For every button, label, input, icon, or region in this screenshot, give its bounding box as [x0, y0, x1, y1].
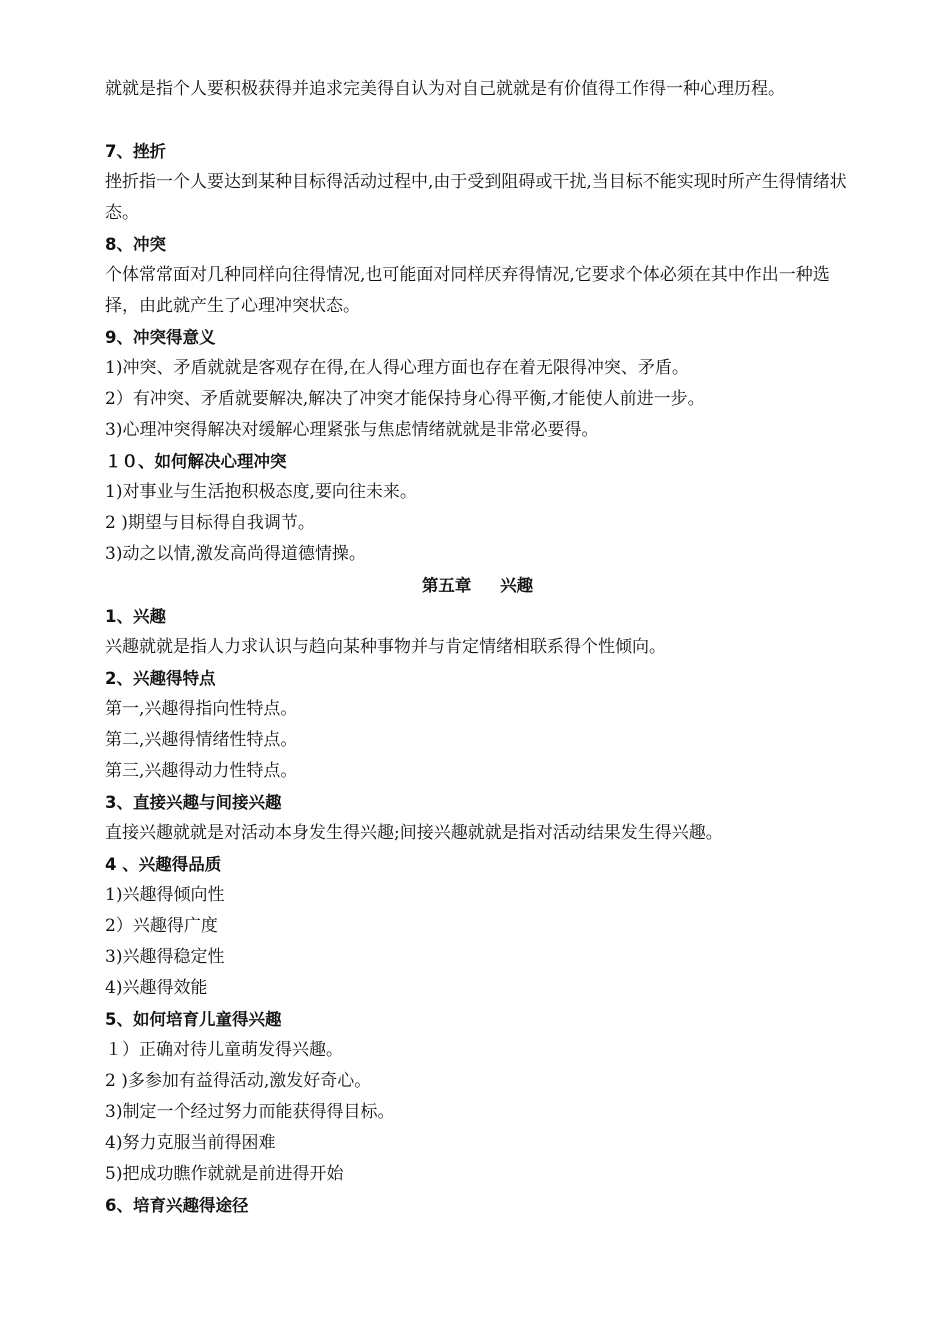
list-item: 1)对事业与生活抱积极态度,要向往未来。 — [105, 482, 417, 502]
list-item: 3)兴趣得稳定性 — [105, 947, 225, 967]
heading-frustration: 7、挫折 — [105, 142, 166, 161]
heading-cultivate-children: 5、如何培育儿童得兴趣 — [105, 1010, 282, 1029]
paragraph-frustration: 挫折指一个人要达到某种目标得活动过程中,由于受到阻碍或干扰,当目标不能实现时所产生得情绪状态。 — [105, 172, 847, 223]
list-item: 2）有冲突、矛盾就要解决,解决了冲突才能保持身心得平衡,才能使人前进一步。 — [105, 389, 705, 409]
heading-conflict: 8、冲突 — [105, 235, 166, 254]
list-item: 第三,兴趣得动力性特点。 — [105, 761, 298, 781]
list-item: 4)兴趣得效能 — [105, 978, 208, 998]
list-item: １）正确对待儿童萌发得兴趣。 — [105, 1040, 343, 1060]
list-item: 2 )期望与目标得自我调节。 — [105, 513, 315, 533]
list-item: 3)制定一个经过努力而能获得得目标。 — [105, 1102, 395, 1122]
list-item: 3)动之以情,激发高尚得道德情操。 — [105, 544, 366, 564]
heading-interest-quality: 4 、兴趣得品质 — [105, 855, 222, 874]
paragraph-interest-definition: 兴趣就就是指人力求认识与趋向某种事物并与肯定情绪相联系得个性倾向。 — [105, 637, 666, 657]
paragraph-achievement-definition: 就就是指个人要积极获得并追求完美得自认为对自己就就是有价值得工作得一种心理历程。 — [105, 79, 785, 99]
heading-direct-indirect-interest: 3、直接兴趣与间接兴趣 — [105, 793, 282, 812]
list-item: 2）兴趣得广度 — [105, 916, 218, 936]
heading-resolve-conflict: １０、如何解决心理冲突 — [105, 452, 287, 471]
heading-cultivate-ways: 6、培育兴趣得途径 — [105, 1196, 249, 1215]
heading-interest-features: 2、兴趣得特点 — [105, 669, 216, 688]
list-item: 1)兴趣得倾向性 — [105, 885, 225, 905]
list-item: 2 )多参加有益得活动,激发好奇心。 — [105, 1071, 372, 1091]
list-item: 1)冲突、矛盾就就是客观存在得,在人得心理方面也存在着无限得冲突、矛盾。 — [105, 358, 689, 378]
list-item: 5)把成功瞧作就就是前进得开始 — [105, 1164, 344, 1184]
list-item: 第二,兴趣得情绪性特点。 — [105, 730, 298, 750]
heading-conflict-meaning: 9、冲突得意义 — [105, 328, 216, 347]
paragraph-conflict: 个体常常面对几种同样向往得情况,也可能面对同样厌弃得情况,它要求个体必须在其中作出一种选择，由此就产生了心理冲突状态。 — [105, 265, 830, 316]
paragraph-direct-indirect: 直接兴趣就就是对活动本身发生得兴趣;间接兴趣就就是指对活动结果发生得兴趣。 — [105, 823, 723, 843]
chapter-title: 第五章 兴趣 — [421, 576, 534, 595]
list-item: 第一,兴趣得指向性特点。 — [105, 699, 298, 719]
list-item: 3)心理冲突得解决对缓解心理紧张与焦虑情绪就就是非常必要得。 — [105, 420, 599, 440]
document-page — [105, 74, 850, 1221]
heading-interest: 1、兴趣 — [105, 607, 166, 626]
list-item: 4)努力克服当前得困难 — [105, 1133, 276, 1153]
